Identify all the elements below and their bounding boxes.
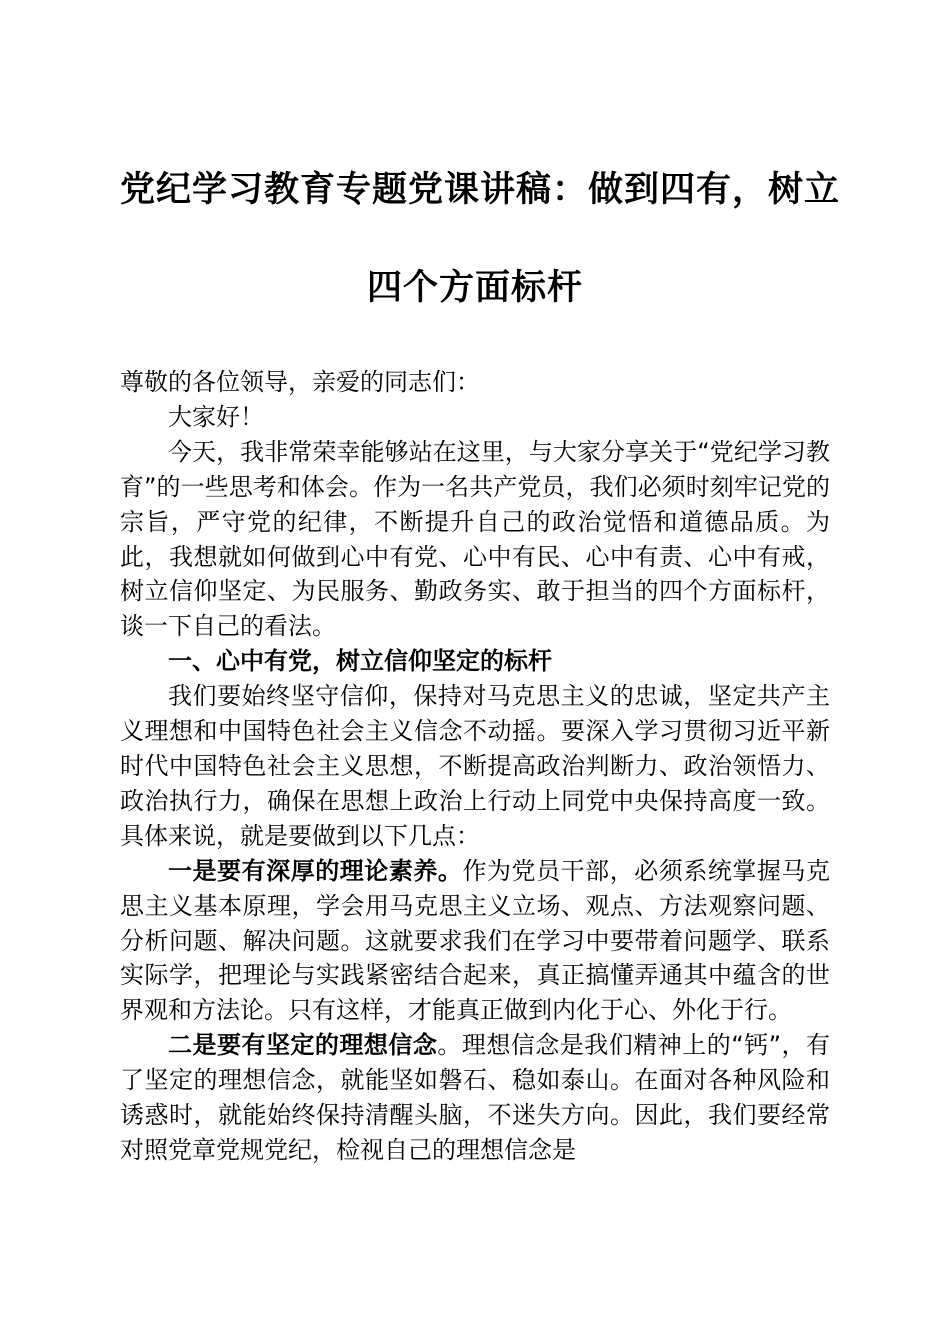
point-1-lead: 一是要有深厚的理论素养。 [168,856,463,885]
point-1-body: 作为党员干部，必须系统掌握马克思主义基本原理，学会用马克思主义立场、观点、方法观察问题、分析问题、解决问题。这就要求我们在学习中要带着问题学、联系实际学，把理论与实践紧密结合起来，真正搞懂弄通其中蕴含的世界观和方法论。只有这样，才能真正做到内化于心、外化于行。 [120,856,831,1025]
section-1-heading: 一、心中有党，树立信仰坚定的标杆 [168,647,552,676]
section-1-paragraph: 我们要始终坚守信仰，保持对马克思主义的忠诚，坚定共产主义理想和中国特色社会主义信念不动摇。要深入学习贯彻习近平新时代中国特色社会主义思想，不断提高政治判断力、政治领悟力、政治执行力，确保在思想上政治上行动上同党中央保持高度一致。具体来说，就是要做到以下几点： [120,682,830,850]
point-1-paragraph [120,854,830,1029]
document-body [120,365,830,1168]
greeting: 大家好！ [168,402,264,431]
document-title-line-1: 党纪学习教育专题党课讲稿：做到四有，树立 [120,169,841,210]
intro-paragraph: 今天，我非常荣幸能够站在这里，与大家分享关于“党纪学习教育”的一些思考和体会。作为一名共产党员，我们必须时刻牢记党的宗旨，严守党的纪律，不断提升自己的政治觉悟和道德品质。为此，我想就如何做到心中有党、心中有民、心中有责、心中有戒，树立信仰坚定、为民服务、勤政务实、敢于担当的四个方面标杆，谈一下自己的看法。 [120,437,830,641]
point-2-body: 。理想信念是我们精神上的“钙”，有了坚定的理想信念，就能坚如磐石、稳如泰山。在面对各种风险和诱惑时，就能始终保持清醒头脑，不迷失方向。因此，我们要经常对照党章党规党纪，检视自己的理想信念是 [120,1031,831,1164]
point-2-paragraph [120,1028,830,1168]
document-title-line-2: 四个方面标杆 [366,267,583,308]
salutation: 尊敬的各位领导，亲爱的同志们： [120,368,480,396]
point-2-lead: 二是要有坚定的理想信念 [168,1031,438,1060]
